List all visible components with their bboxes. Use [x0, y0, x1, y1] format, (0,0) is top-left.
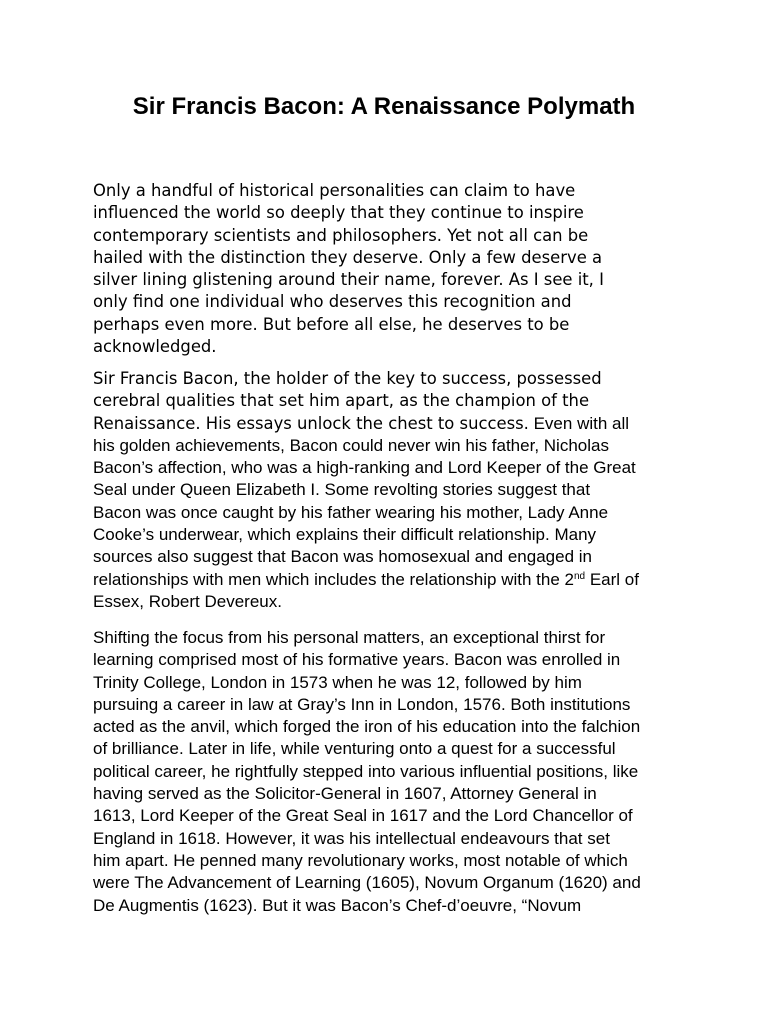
paragraph-1-line: silver lining glistening around their name, forever. As I see it, I [93, 270, 604, 290]
paragraph-1-line: influenced the world so deeply that they continue to inspire [93, 203, 584, 223]
paragraph-2-line-part: Renaissance. His essays unlock the chest to success. [93, 413, 529, 433]
paragraph-3-line: having served as the Solicitor-General in 1607, Attorney General in [93, 784, 597, 804]
paragraph-3-line: De Augmentis (1623). But it was Bacon’s Chef-d’oeuvre, “Novum [93, 895, 582, 915]
paragraph-2-line-part: relationships with men which includes the relationship with the 2 [93, 569, 574, 589]
paragraph-3-line: of brilliance. Later in life, while venturing onto a quest for a successful [93, 739, 616, 759]
document-title: Sir Francis Bacon: A Renaissance Polymath [132, 93, 636, 120]
paragraph-2-line: Bacon’s affection, who was a high-ranking and Lord Keeper of the Great [93, 458, 636, 478]
paragraph-1-line: only find one individual who deserves this recognition and [93, 292, 572, 312]
ordinal-superscript: nd [573, 570, 586, 582]
paragraph-3-line: political career, he rightfully stepped into various influential positions, like [93, 761, 639, 781]
paragraph-2-line: Essex, Robert Devereux. [93, 591, 282, 611]
paragraph-2-line [93, 413, 683, 435]
paragraph-1-line: hailed with the distinction they deserve. Only a few deserve a [93, 247, 603, 267]
paragraph-1-line: contemporary scientists and philosophers. Yet not all can be [93, 225, 589, 245]
paragraph-3-line: England in 1618. However, it was his intellectual endeavours that set [93, 828, 610, 848]
paragraph-2-line: Cooke’s underwear, which explains their difficult relationship. Many [93, 525, 597, 545]
paragraph-3-line: pursuing a career in law at Gray’s Inn in London, 1576. Both institutions [93, 694, 631, 714]
paragraph-2-line-part: Even with all [528, 413, 630, 433]
paragraph-3 [93, 627, 683, 917]
paragraph-2 [93, 368, 683, 613]
paragraph-1 [93, 180, 683, 358]
paragraph-2-line-part: Earl of [585, 569, 639, 589]
paragraph-1-line: acknowledged. [93, 337, 217, 357]
paragraph-3-line: 1613, Lord Keeper of the Great Seal in 1617 and the Lord Chancellor of [93, 806, 633, 826]
paragraph-2-line: cerebral qualities that set him apart, as the champion of the [93, 391, 590, 411]
paragraph-2-line [93, 569, 683, 591]
paragraph-2-line: sources also suggest that Bacon was homosexual and engaged in [93, 547, 592, 567]
paragraph-3-line: were The Advancement of Learning (1605), Novum Organum (1620) and [93, 873, 641, 893]
paragraph-2-line: Sir Francis Bacon, the holder of the key to success, possessed [93, 369, 602, 388]
paragraph-3-line: learning comprised most of his formative years. Bacon was enrolled in [93, 650, 621, 670]
paragraph-1-line: Only a handful of historical personalities can claim to have [93, 181, 576, 200]
paragraph-2-line: Seal under Queen Elizabeth I. Some revolting stories suggest that [93, 480, 591, 500]
paragraph-2-line: Bacon was once caught by his father wearing his mother, Lady Anne [93, 502, 609, 522]
paragraph-3-line: Shifting the focus from his personal matters, an exceptional thirst for [93, 628, 606, 647]
paragraph-1-line: perhaps even more. But before all else, he deserves to be [93, 314, 570, 334]
paragraph-3-line: Trinity College, London in 1573 when he was 12, followed by him [93, 672, 582, 692]
paragraph-2-line: his golden achievements, Bacon could never win his father, Nicholas [93, 435, 609, 455]
paragraph-3-line: acted as the anvil, which forged the iron of his education into the falchion [93, 717, 641, 737]
paragraph-3-line: him apart. He penned many revolutionary works, most notable of which [93, 850, 628, 870]
